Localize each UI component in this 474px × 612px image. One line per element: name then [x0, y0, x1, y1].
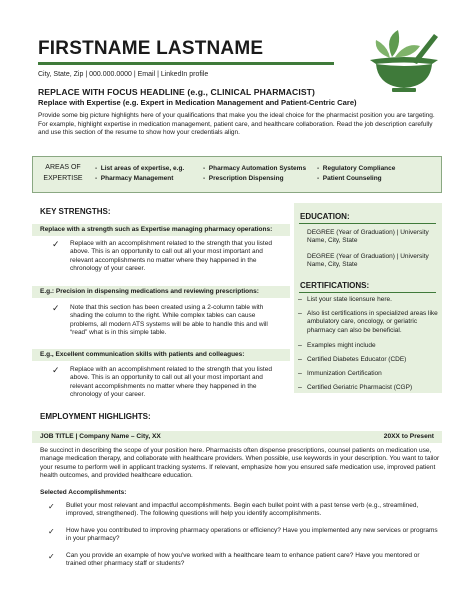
certification-item: List your state licensure here.: [307, 296, 392, 303]
education-item: DEGREE (Year of Graduation) | University Name, City, State: [307, 229, 429, 245]
check-icon: ✓: [48, 527, 55, 536]
mortar-pestle-leaves-icon: [362, 24, 446, 94]
expertise-item: - Regulatory Compliance: [317, 165, 396, 172]
certification-item: Certified Diabetes Educator (CDE): [307, 356, 407, 363]
expertise-item: - List areas of expertise, e.g.: [95, 165, 185, 172]
strength-heading: Replace with a strength such as Expertise managing pharmacy operations:: [32, 224, 290, 236]
certifications-title: CERTIFICATIONS:: [300, 281, 370, 290]
education-title: EDUCATION:: [300, 212, 350, 221]
job-description: Be succinct in describing the scope of your position here. Pharmacists often dispense prescriptions, counsel patients on medication use, manage medication therapy, and collaborate with healthcare providers. When possible, use keywords in your description. You want to tailor your resume to perform well in applicant tracking systems. If relevant, emphasize how you ensured safe medication use, improved patient health outcomes, and provided healthcare education.: [40, 447, 440, 480]
dash-bullet: –: [298, 370, 302, 377]
dash-bullet: –: [298, 384, 302, 391]
certification-item: Examples might include: [307, 342, 376, 349]
education-rule: [299, 223, 436, 224]
certifications-rule: [299, 292, 436, 293]
expertise-column-3: [317, 164, 395, 184]
check-icon: ✓: [52, 303, 60, 313]
check-icon: ✓: [52, 365, 60, 375]
certification-item: Immunization Certification: [307, 370, 382, 377]
areas-of-expertise-box: [32, 156, 442, 193]
education-item: DEGREE (Year of Graduation) | University Name, City, State: [307, 253, 429, 269]
strength-accomplishment: Replace with an accomplishment related to the strength that you listed above. This is an opportunity to call out all your most important and relevant accomplishments no matter where they happened in the chronology of your career.: [70, 366, 272, 399]
dash-bullet: –: [298, 342, 302, 349]
dash-bullet: –: [298, 356, 302, 363]
expertise-column-2: [203, 164, 306, 184]
expertise-subheadline: Replace with Expertise (e.g. Expert in Medication Management and Patient-Centric Care): [38, 98, 357, 107]
expertise-item: - Pharmacy Automation Systems: [203, 165, 307, 172]
expertise-item: - Pharmacy Management: [95, 175, 174, 182]
contact-line: City, State, Zip | 000.000.0000 | Email | LinkedIn profile: [38, 71, 209, 78]
accomplishment-item: Bullet your most relevant and impactful accomplishments. Begin each bullet point with a past tense verb (e.g., streamlined, improved, strengthened). The following questions will help you identify accomplishments.: [66, 502, 419, 518]
certification-item: Certified Geriatric Pharmacist (CGP): [307, 384, 413, 391]
employment-highlights-title: EMPLOYMENT HIGHLIGHTS:: [40, 412, 151, 421]
expertise-column-1: [95, 164, 184, 184]
candidate-name: FIRSTNAME LASTNAME: [38, 38, 264, 59]
job-dates: 20XX to Present: [383, 433, 434, 440]
job-title-bar: [32, 431, 442, 443]
dash-bullet: –: [298, 310, 302, 317]
check-icon: ✓: [48, 552, 55, 561]
strength-accomplishment: Replace with an accomplishment related to the strength that you listed above. This is an opportunity to call out all your most important and relevant accomplishments no matter where they happened in the chronology of your career.: [70, 240, 272, 273]
strength-accomplishment: Note that this section has been created using a 2-column table with shading the column to the right. While complex tables can cause problems, all modern ATS systems will be able to handle this and will “read” what is in this simple table.: [70, 304, 268, 337]
dash-bullet: –: [298, 296, 302, 303]
certification-item: Also list certifications in specialized areas like ambulatory care, oncology, or geriatric pharmacy can also be beneficial.: [307, 310, 438, 334]
name-underline: [38, 62, 334, 65]
expertise-item: - Prescription Dispensing: [203, 175, 284, 182]
selected-accomplishments-label: Selected Accomplishments:: [40, 489, 127, 496]
accomplishment-item: How have you contributed to improving pharmacy operations or efficiency? Have you implemented any new services or programs in your pharmacy?: [66, 527, 438, 543]
check-icon: ✓: [48, 502, 55, 511]
strength-heading: E.g., Excellent communication skills with patients and colleagues:: [32, 349, 290, 361]
focus-headline: REPLACE WITH FOCUS HEADLINE (e.g., CLINICAL PHARMACIST): [38, 87, 315, 97]
expertise-item: - Patient Counseling: [317, 175, 382, 182]
strength-heading: E.g.: Precision in dispensing medications and reviewing prescriptions:: [32, 286, 290, 298]
key-strengths-title: KEY STRENGTHS:: [40, 207, 111, 216]
check-icon: ✓: [52, 239, 60, 249]
accomplishment-item: Can you provide an example of how you've worked with a healthcare team to enhance patient care? Have you mentored or trained other pharmacy staff or students?: [66, 552, 420, 568]
expertise-label: AREAS OF EXPERTISE: [35, 162, 91, 184]
job-title: JOB TITLE | Company Name – City, XX: [40, 433, 161, 440]
summary-paragraph: Provide some big picture highlights here of your qualifications that make you the ideal choice for the pharmacist position you are targeting. For example, highlight expertise in medication management, patient care, and healthcare collaboration. Read the job description carefully and use this section of the resume to show how your credentials align.: [38, 112, 435, 137]
